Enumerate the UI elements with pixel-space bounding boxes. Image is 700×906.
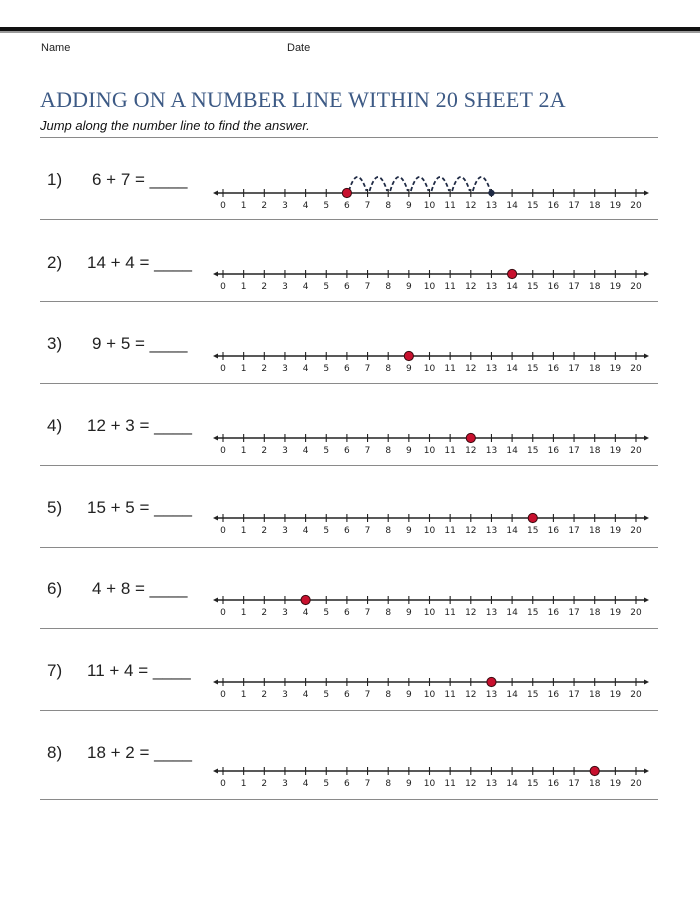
- tick-label: 16: [547, 608, 560, 618]
- tick-label: 16: [547, 364, 560, 374]
- tick-label: 18: [588, 282, 601, 292]
- tick-label: 19: [609, 201, 622, 211]
- tick-label: 3: [282, 446, 288, 456]
- tick-label: 20: [630, 446, 642, 456]
- tick-label: 15: [527, 779, 539, 789]
- problem-separator: [40, 547, 658, 548]
- tick-label: 7: [364, 526, 371, 536]
- tick-label: 5: [323, 282, 330, 292]
- problem-number: 2): [47, 253, 63, 272]
- tick-label: 10: [423, 779, 436, 789]
- tick-label: 0: [220, 446, 226, 456]
- jump-arc: [411, 177, 429, 191]
- tick-label: 19: [609, 282, 622, 292]
- tick-label: 2: [261, 446, 268, 456]
- tick-label: 5: [323, 690, 330, 700]
- left-arrow-icon: [213, 680, 218, 685]
- problem-separator: [40, 219, 658, 220]
- problem-number: 7): [47, 661, 63, 680]
- problem-number: 4): [47, 416, 63, 435]
- right-arrow-icon: [644, 769, 649, 774]
- tick-label: 6: [344, 779, 350, 789]
- tick-label: 14: [506, 446, 518, 456]
- start-point-dot: [466, 433, 475, 442]
- tick-label: 3: [282, 779, 288, 789]
- tick-label: 9: [405, 526, 412, 536]
- right-arrow-icon: [644, 436, 649, 441]
- tick-label: 13: [485, 201, 498, 211]
- tick-label: 10: [423, 282, 436, 292]
- tick-label: 16: [547, 201, 560, 211]
- problem-number: 5): [47, 498, 63, 517]
- name-label: Name: [41, 42, 71, 54]
- tick-label: 3: [282, 364, 288, 374]
- tick-label: 1: [240, 779, 247, 789]
- problem-separator: [40, 301, 658, 302]
- tick-label: 12: [465, 201, 477, 211]
- tick-label: 0: [220, 282, 226, 292]
- tick-label: 12: [465, 608, 477, 618]
- tick-label: 11: [444, 201, 456, 211]
- right-arrow-icon: [644, 272, 649, 277]
- tick-label: 17: [568, 201, 580, 211]
- tick-label: 2: [261, 608, 268, 618]
- tick-label: 20: [630, 282, 642, 292]
- tick-label: 12: [465, 446, 477, 456]
- tick-label: 18: [588, 779, 601, 789]
- problem-equation[interactable]: 15 + 5 = ____: [87, 498, 192, 517]
- tick-label: 7: [364, 201, 371, 211]
- left-arrow-icon: [213, 598, 218, 603]
- left-arrow-icon: [213, 191, 218, 196]
- tick-label: 3: [282, 201, 288, 211]
- tick-label: 9: [405, 779, 412, 789]
- number-line: [205, 255, 660, 299]
- tick-label: 12: [465, 526, 477, 536]
- tick-label: 11: [444, 690, 456, 700]
- problem-separator: [40, 628, 658, 629]
- tick-label: 4: [302, 526, 309, 536]
- number-line: [205, 174, 660, 218]
- left-arrow-icon: [213, 516, 218, 521]
- tick-label: 14: [506, 779, 518, 789]
- tick-label: 15: [527, 608, 539, 618]
- tick-label: 2: [261, 690, 268, 700]
- tick-label: 5: [323, 446, 330, 456]
- tick-label: 4: [302, 690, 309, 700]
- tick-label: 13: [485, 282, 498, 292]
- tick-label: 11: [444, 364, 456, 374]
- tick-label: 11: [444, 608, 456, 618]
- tick-label: 11: [444, 446, 456, 456]
- jump-arc: [370, 177, 388, 191]
- tick-label: 3: [282, 282, 288, 292]
- tick-label: 10: [423, 364, 436, 374]
- tick-label: 4: [302, 201, 309, 211]
- tick-label: 1: [240, 282, 247, 292]
- tick-label: 15: [527, 526, 539, 536]
- tick-label: 8: [385, 201, 392, 211]
- tick-label: 12: [465, 690, 477, 700]
- tick-label: 9: [405, 608, 412, 618]
- tick-label: 7: [364, 779, 371, 789]
- tick-label: 7: [364, 282, 371, 292]
- tick-label: 9: [405, 201, 412, 211]
- right-arrow-icon: [644, 680, 649, 685]
- tick-label: 1: [240, 608, 247, 618]
- start-point-dot: [508, 269, 517, 278]
- tick-label: 20: [630, 364, 642, 374]
- jump-arc: [452, 177, 470, 191]
- tick-label: 10: [423, 608, 436, 618]
- problem-number: 6): [47, 579, 63, 598]
- tick-label: 11: [444, 779, 456, 789]
- tick-label: 7: [364, 446, 371, 456]
- tick-label: 8: [385, 608, 392, 618]
- problem-separator: [40, 383, 658, 384]
- tick-label: 17: [568, 364, 580, 374]
- left-arrow-icon: [213, 769, 218, 774]
- tick-label: 13: [485, 779, 498, 789]
- tick-label: 20: [630, 779, 642, 789]
- tick-label: 16: [547, 690, 560, 700]
- tick-label: 18: [588, 446, 601, 456]
- tick-label: 1: [240, 526, 247, 536]
- tick-label: 13: [485, 690, 498, 700]
- number-line: [205, 499, 660, 543]
- problem-equation[interactable]: 9 + 5 = ____: [92, 334, 188, 353]
- number-line: [205, 337, 660, 381]
- number-line: [205, 419, 660, 463]
- tick-label: 1: [240, 446, 247, 456]
- tick-label: 0: [220, 779, 226, 789]
- start-point-dot: [404, 351, 413, 360]
- tick-label: 10: [423, 526, 436, 536]
- problem-equation[interactable]: 14 + 4 = ____: [87, 253, 192, 272]
- jump-arc: [349, 177, 367, 191]
- tick-label: 16: [547, 446, 560, 456]
- tick-label: 14: [506, 690, 518, 700]
- start-point-dot: [590, 766, 599, 775]
- tick-label: 20: [630, 608, 642, 618]
- tick-label: 4: [302, 779, 309, 789]
- tick-label: 13: [485, 446, 498, 456]
- tick-label: 19: [609, 364, 622, 374]
- right-arrow-icon: [644, 598, 649, 603]
- tick-label: 14: [506, 364, 518, 374]
- end-point-dot: [488, 190, 494, 196]
- tick-label: 4: [302, 608, 309, 618]
- tick-label: 16: [547, 526, 560, 536]
- tick-label: 11: [444, 282, 456, 292]
- problem-separator: [40, 799, 658, 800]
- tick-label: 18: [588, 608, 601, 618]
- tick-label: 0: [220, 364, 226, 374]
- number-line: [205, 663, 660, 707]
- tick-label: 6: [344, 608, 350, 618]
- problem-separator: [40, 465, 658, 466]
- tick-label: 7: [364, 608, 371, 618]
- tick-label: 11: [444, 526, 456, 536]
- tick-label: 2: [261, 201, 268, 211]
- problem-number: 3): [47, 334, 63, 353]
- tick-label: 16: [547, 282, 560, 292]
- tick-label: 12: [465, 282, 477, 292]
- tick-label: 14: [506, 201, 518, 211]
- left-arrow-icon: [213, 436, 218, 441]
- tick-label: 18: [588, 690, 601, 700]
- tick-label: 17: [568, 779, 580, 789]
- tick-label: 19: [609, 608, 622, 618]
- header-divider: [40, 137, 658, 138]
- tick-label: 10: [423, 690, 436, 700]
- tick-label: 13: [485, 526, 498, 536]
- tick-label: 19: [609, 690, 622, 700]
- tick-label: 2: [261, 779, 268, 789]
- tick-label: 5: [323, 526, 330, 536]
- tick-label: 14: [506, 282, 518, 292]
- tick-label: 19: [609, 446, 622, 456]
- tick-label: 15: [527, 201, 539, 211]
- tick-label: 3: [282, 526, 288, 536]
- number-line: [205, 581, 660, 625]
- tick-label: 0: [220, 690, 226, 700]
- left-arrow-icon: [213, 272, 218, 277]
- tick-label: 16: [547, 779, 560, 789]
- tick-label: 18: [588, 364, 601, 374]
- tick-label: 8: [385, 779, 392, 789]
- jump-arc: [390, 177, 408, 191]
- tick-label: 6: [344, 690, 350, 700]
- tick-label: 8: [385, 282, 392, 292]
- tick-label: 2: [261, 282, 268, 292]
- number-line: [205, 752, 660, 796]
- problem-number: 1): [47, 170, 63, 189]
- tick-label: 1: [240, 690, 247, 700]
- tick-label: 17: [568, 282, 580, 292]
- tick-label: 0: [220, 201, 226, 211]
- tick-label: 0: [220, 526, 226, 536]
- tick-label: 15: [527, 282, 539, 292]
- tick-label: 10: [423, 201, 436, 211]
- tick-label: 0: [220, 608, 226, 618]
- tick-label: 9: [405, 446, 412, 456]
- start-point-dot: [301, 595, 310, 604]
- tick-label: 8: [385, 446, 392, 456]
- tick-label: 14: [506, 608, 518, 618]
- tick-label: 5: [323, 608, 330, 618]
- page-title: ADDING ON A NUMBER LINE WITHIN 20 SHEET 2A: [40, 87, 566, 112]
- tick-label: 5: [323, 201, 330, 211]
- tick-label: 15: [527, 446, 539, 456]
- tick-label: 8: [385, 364, 392, 374]
- tick-label: 18: [588, 526, 601, 536]
- tick-label: 3: [282, 690, 288, 700]
- problem-equation[interactable]: 18 + 2 = ____: [87, 743, 192, 762]
- tick-label: 6: [344, 446, 350, 456]
- tick-label: 17: [568, 446, 580, 456]
- tick-label: 4: [302, 446, 309, 456]
- problem-equation[interactable]: 6 + 7 = ____: [92, 170, 188, 189]
- tick-label: 9: [405, 690, 412, 700]
- tick-label: 18: [588, 201, 601, 211]
- tick-label: 6: [344, 282, 350, 292]
- tick-label: 17: [568, 526, 580, 536]
- tick-label: 5: [323, 364, 330, 374]
- left-arrow-icon: [213, 354, 218, 359]
- start-point-dot: [487, 677, 496, 686]
- jump-arc: [432, 177, 450, 191]
- tick-label: 20: [630, 690, 642, 700]
- tick-label: 9: [405, 282, 412, 292]
- instructions: Jump along the number line to find the answer.: [40, 118, 310, 133]
- tick-label: 15: [527, 364, 539, 374]
- tick-label: 4: [302, 364, 309, 374]
- problem-equation[interactable]: 4 + 8 = ____: [92, 579, 188, 598]
- problem-equation[interactable]: 12 + 3 = ____: [87, 416, 192, 435]
- jump-arc: [473, 177, 491, 191]
- right-arrow-icon: [644, 516, 649, 521]
- top-rule-shadow: [0, 31, 700, 33]
- tick-label: 12: [465, 779, 477, 789]
- tick-label: 5: [323, 779, 330, 789]
- problem-equation[interactable]: 11 + 4 = ____: [87, 661, 191, 680]
- tick-label: 3: [282, 608, 288, 618]
- right-arrow-icon: [644, 354, 649, 359]
- date-label: Date: [287, 42, 311, 54]
- tick-label: 14: [506, 526, 518, 536]
- tick-label: 17: [568, 690, 580, 700]
- start-point-dot: [528, 513, 537, 522]
- tick-label: 13: [485, 608, 498, 618]
- tick-label: 2: [261, 526, 268, 536]
- tick-label: 1: [240, 201, 247, 211]
- tick-label: 6: [344, 526, 350, 536]
- tick-label: 15: [527, 690, 539, 700]
- tick-label: 7: [364, 690, 371, 700]
- tick-label: 8: [385, 690, 392, 700]
- tick-label: 2: [261, 364, 268, 374]
- tick-label: 19: [609, 779, 622, 789]
- tick-label: 20: [630, 526, 642, 536]
- tick-label: 17: [568, 608, 580, 618]
- tick-label: 13: [485, 364, 498, 374]
- start-point-dot: [342, 188, 351, 197]
- tick-label: 1: [240, 364, 247, 374]
- tick-label: 6: [344, 364, 350, 374]
- tick-label: 6: [344, 201, 350, 211]
- tick-label: 10: [423, 446, 436, 456]
- problem-separator: [40, 710, 658, 711]
- tick-label: 7: [364, 364, 371, 374]
- problem-number: 8): [47, 743, 63, 762]
- tick-label: 8: [385, 526, 392, 536]
- right-arrow-icon: [644, 191, 649, 196]
- tick-label: 20: [630, 201, 642, 211]
- tick-label: 12: [465, 364, 477, 374]
- tick-label: 4: [302, 282, 309, 292]
- tick-label: 9: [405, 364, 412, 374]
- tick-label: 19: [609, 526, 622, 536]
